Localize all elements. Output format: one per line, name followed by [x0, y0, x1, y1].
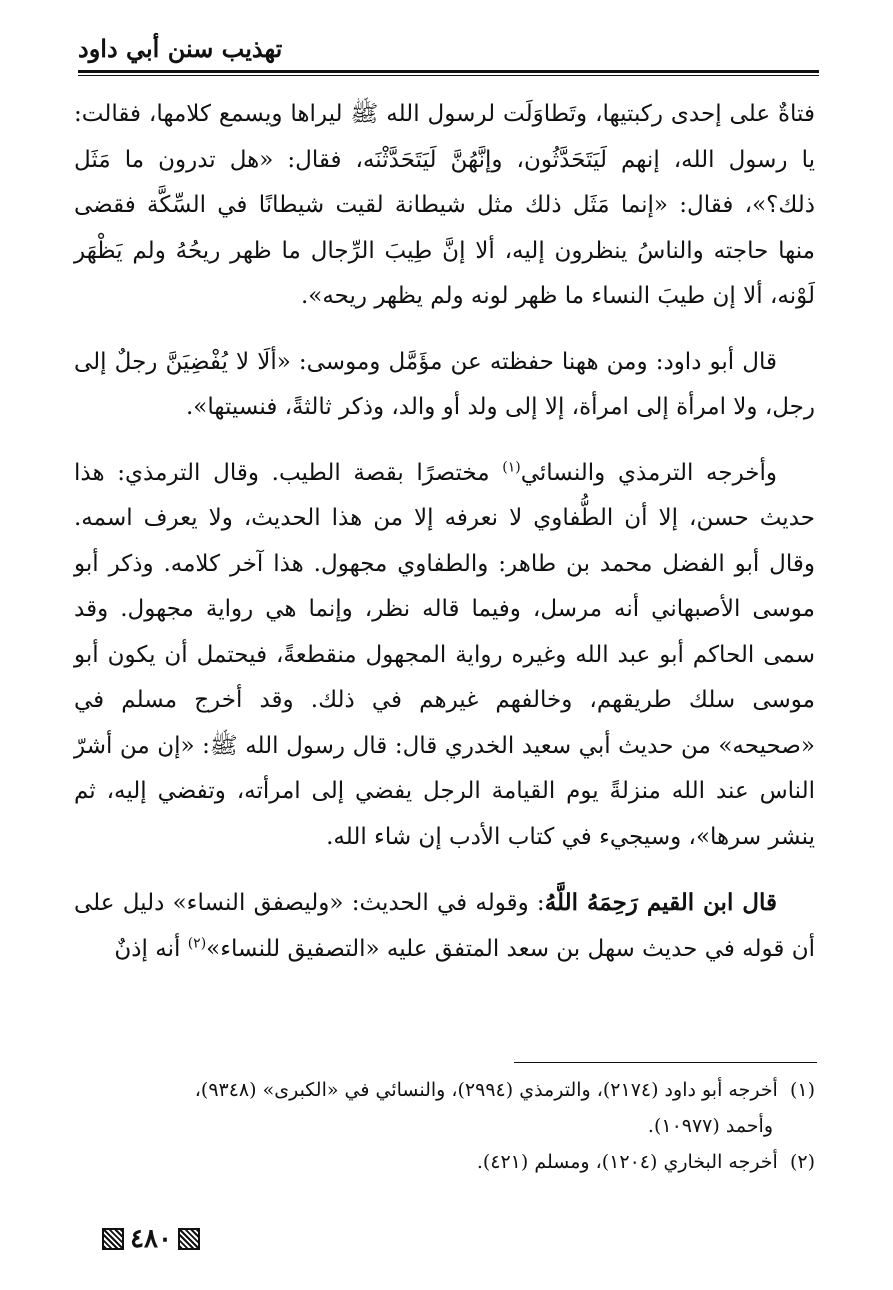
footnote-2-text: أخرجه البخاري (١٢٠٤)، ومسلم (٤٢١).	[476, 1151, 778, 1173]
footnotes	[74, 1072, 815, 1180]
paragraph-3-body: حديث حسن، إلا أن الطُّفاوي لا نعرفه إلا من هذا الحديث، ولا يعرف اسمه. وقال أبو الفضل محمد بن طاهر: والطفاوي مجهول. هذا آخر كلامه. وذكر أبو موسى الأصبهاني أنه مرسل، وفيما قاله نظر، وإنما هي رواية مجهول. وقد سمى الحاكم أبو عبد الله وغيره رواية المجهول منقطعةً، فيحتمل أن يكون أبو موسى سلك طريقهم، وخالفهم غيرهم في ذلك. وقد أخرج مسلم في «صحيحه» من حديث أبي سعيد الخدري قال: قال رسول الله ﷺ: «إن من أشرّ الناس عند الله منزلةً يوم القيامة الرجل يفضي إلى امرأته، وتفضي إليه، ثم ينشر سرها»، وسيجيء في كتاب الأدب إن شاء الله.	[74, 505, 815, 850]
paragraph-4-body: : وقوله في الحديث: «وليصفق النساء» دليل على أن قوله في حديث سهل بن سعد المتفق عليه «التصفيق للنساء»	[74, 890, 815, 962]
page-number-block	[80, 1224, 200, 1254]
footnote-ref-1[interactable]: (١)	[502, 458, 521, 475]
speaker-ibn-al-qayyim: قال ابن القيم رَحِمَهُ اللَّهُ	[544, 889, 777, 916]
page-header	[78, 30, 819, 74]
footnote-2-number: (٢)	[789, 1151, 815, 1173]
footnote-2	[74, 1144, 815, 1180]
footnote-1-text: أخرجه أبو داود (٢١٧٤)، والترمذي (٢٩٩٤)، والنسائي في «الكبرى» (٩٣٤٨)،	[194, 1079, 778, 1101]
page-number: ٤٨٠	[130, 1224, 172, 1254]
header-rule-thin	[78, 75, 819, 76]
ornament-right-icon	[178, 1228, 200, 1250]
ornament-left-icon	[102, 1228, 124, 1250]
paragraph-4-tail: أنه إذنٌ	[114, 935, 188, 962]
footnote-1-number: (١)	[789, 1079, 815, 1101]
main-text	[74, 92, 815, 992]
paragraph-3-intro: وأخرجه الترمذي والنسائي	[520, 459, 778, 486]
footnote-separator	[514, 1062, 817, 1063]
footnote-ref-2[interactable]: (٢)	[187, 934, 207, 951]
footnote-1-continuation: وأحمد (١٠٩٧٧).	[647, 1115, 773, 1137]
paragraph-2: قال أبو داود: ومن ههنا حفظته عن مؤَمَّل وموسى: «ألَا لا يُفْضِيَنَّ رجلٌ إلى رجل، ولا امرأة إلى امرأة، إلا إلى ولد أو والد، وذكر ثالثةً، فنسيتها».	[74, 348, 815, 420]
paragraph-3-lead: مختصرًا بقصة الطيب. وقال الترمذي: هذا	[74, 459, 503, 486]
footnote-1	[74, 1072, 815, 1108]
paragraph-1: فتاةٌ على إحدى ركبتيها، وتَطاوَلَت لرسول الله ﷺ ليراها ويسمع كلامها، فقالت: يا رسول الله، إنهم لَيَتَحَدَّثُون، وإنَّهُنَّ لَيَتَحَدَّثْنَه، فقال: «هل تدرون ما مَثَل ذلك؟»، فقال: «إنما مَثَل ذلك مثل شيطانة لقيت شيطانًا في السِّكَّة فقضى منها حاجته والناسُ ينظرون إليه، ألا إنَّ طِيبَ الرِّجال ما ظهر ريحُهُ ولم يَظْهَر لَوْنه، ألا إن طيبَ النساء ما ظهر لونه ولم يظهر ريحه».	[74, 101, 815, 309]
paragraph-3	[74, 451, 815, 861]
running-title: تهذيب سنن أبي داود	[78, 34, 283, 63]
header-rule-thick	[78, 70, 819, 73]
paragraph-4	[74, 880, 815, 972]
